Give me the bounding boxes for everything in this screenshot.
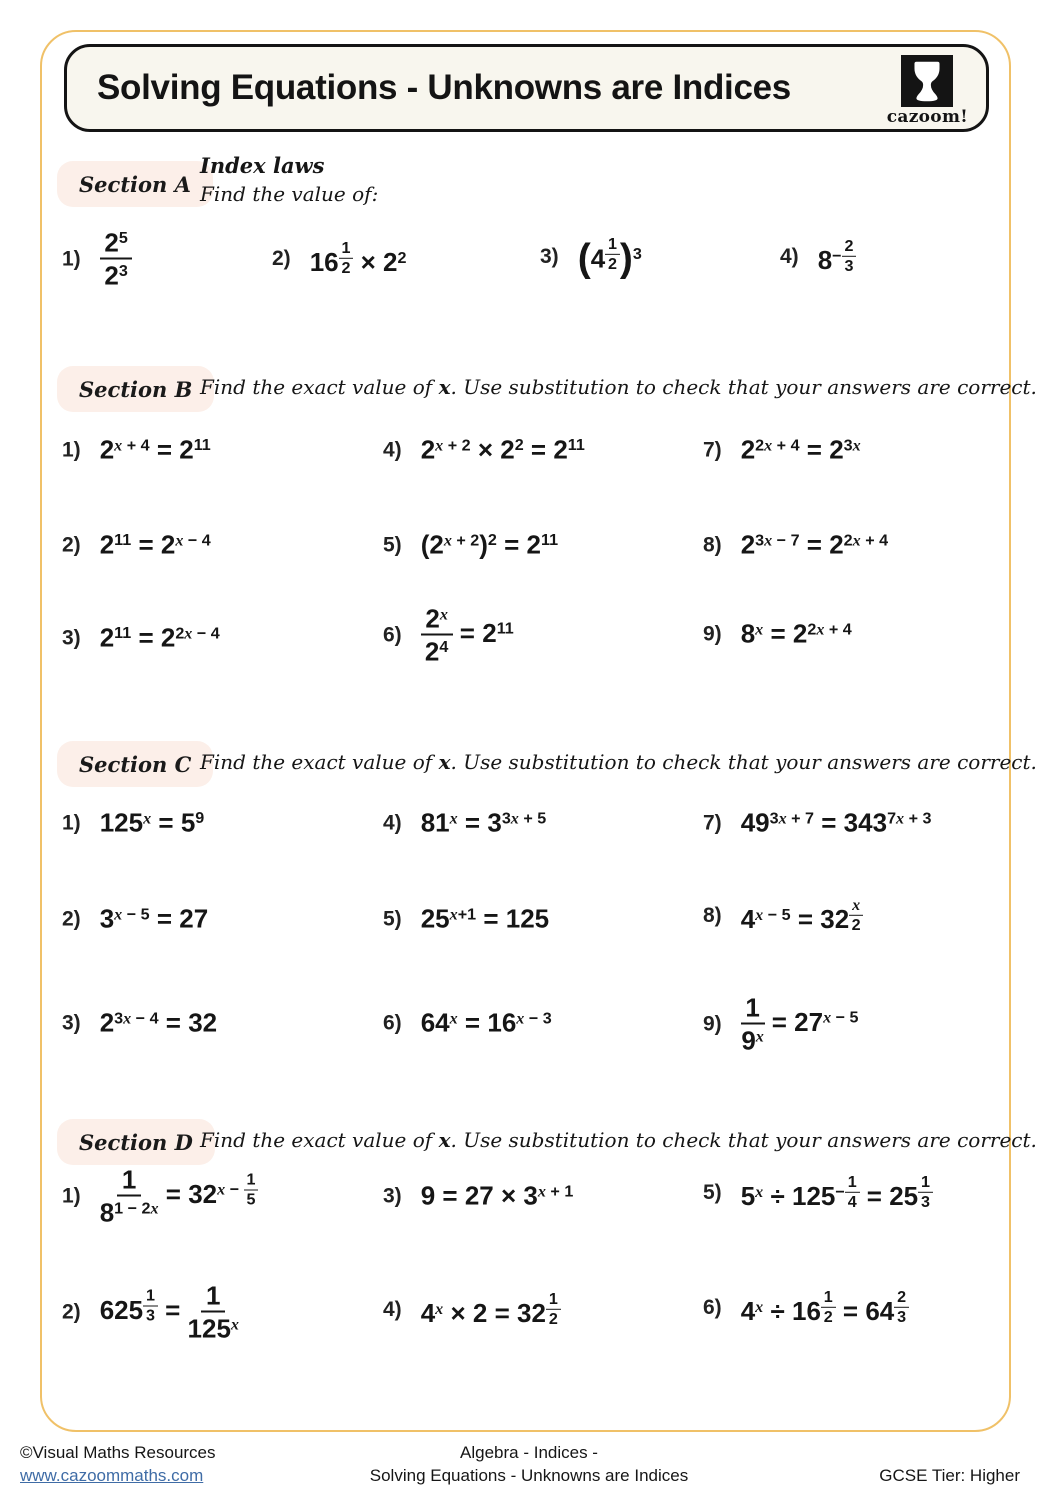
problem-d5 (703, 1174, 933, 1212)
equation: $125^x = 5^9$ (99, 807, 205, 838)
problem-number: 5) (383, 533, 402, 556)
equation: 16 $^{\frac{1}{2}}$ × $2^2$ (309, 238, 407, 278)
equation: $(2^{x + 2})^2 = 2^{11}$ (420, 529, 559, 560)
equation: $2^{x + 2} \times 2^2 = 2^{11}$ (420, 434, 585, 465)
equation: $\frac{2^x}{2^4}$ = $2^{11}$ (421, 605, 514, 666)
equation: $2^{x + 4} = 2^{11}$ (99, 434, 211, 465)
section-a-subtitle: Index laws (200, 153, 325, 178)
section-c-label: Section C (57, 741, 213, 787)
equation: $2^{3x - 4} = 32$ (99, 1007, 218, 1038)
equation: $2^{11} = 2^{2x - 4}$ (99, 622, 220, 653)
equation: $25^{x+1} = 125$ (420, 903, 550, 934)
equation: 4$^x$ × 2 = 32 $^{\frac{1}{2}}$ (421, 1291, 561, 1329)
problem-c4 (383, 808, 546, 839)
equation: $8^{- \frac{2}{3}}$ (818, 238, 857, 276)
instruction-x: x (438, 375, 451, 399)
section-a-label: Section A (57, 161, 213, 207)
problem-number: 4) (383, 811, 402, 834)
equation: 4$^x$ ÷ 16 $^{\frac{1}{2}}$ = 64 $^{\frac{2}{3}}$ (741, 1289, 909, 1327)
problem-c5 (383, 904, 549, 935)
problem-c1 (62, 808, 204, 839)
problem-number: 7) (703, 438, 722, 461)
equation: $64^x = 16^{x - 3}$ (420, 1007, 552, 1038)
equation: $\frac{1}{8^{1 - 2x}}$ = $32^{x - \frac{1}{5}}$ (100, 1166, 259, 1227)
problem-b1 (62, 435, 211, 466)
problem-number: 9) (703, 622, 722, 645)
problem-number: 2) (62, 907, 81, 930)
problem-number: 9) (703, 1012, 722, 1035)
problem-number: 6) (703, 1295, 722, 1319)
equation: $4^{x - 5} = 32$ $^{\frac{x}{2}}$ (741, 897, 863, 935)
problem-b4 (383, 435, 585, 466)
instruction-text: Find the exact value of (200, 750, 439, 774)
page-title: Solving Equations - Unknowns are Indices (97, 68, 791, 107)
problem-c9 (703, 994, 859, 1055)
equation: $3^{x - 5} = 27$ (99, 903, 209, 934)
equation: $9 = 27 \times 3^{x + 1}$ (420, 1180, 574, 1211)
equation: $49^{3x + 7} = 343^{7x + 3}$ (740, 807, 932, 838)
instruction-x: x (438, 1128, 451, 1152)
equation: (4 $^{\frac{1}{2}}$ )$^3$ (577, 234, 642, 281)
problem-number: 4) (383, 438, 402, 461)
problem-number: 3) (62, 626, 81, 649)
section-c-instruction (200, 750, 1037, 774)
section-d-instruction (200, 1128, 1037, 1152)
footer-tier: GCSE Tier: Higher (879, 1466, 1020, 1485)
instruction-x: x (438, 750, 451, 774)
equation: $8^x = 2^{2x + 4}$ (740, 618, 852, 649)
problem-number: 3) (62, 1011, 81, 1034)
equation: 625 $^{\frac{1}{3}}$ = $\frac{1}{125^x}$ (99, 1280, 239, 1344)
problem-b2 (62, 530, 211, 561)
equation: $\frac{2^5}{2^3}$ (100, 229, 133, 290)
problem-number: 1) (62, 811, 81, 834)
equation: $\frac{1}{9^x}$ = $27^{x - 5}$ (741, 992, 859, 1056)
problem-b5 (383, 530, 558, 561)
problem-d2 (62, 1282, 239, 1343)
problem-d4 (383, 1291, 561, 1329)
cazoom-logo-text: cazoom! (886, 107, 968, 127)
problem-b9 (703, 619, 852, 650)
equation: $5^x \div 125^{- \frac{1}{4}}$ = 25 $^{\frac{1}{3}}$ (741, 1174, 933, 1212)
problem-d3 (383, 1181, 573, 1212)
problem-number: 7) (703, 811, 722, 834)
instruction-text: . Use substitution to check that your answers are correct. (450, 1128, 1037, 1152)
problem-number: 1) (62, 247, 81, 270)
equation: $2^{2x + 4} = 2^{3x}$ (740, 434, 861, 465)
footer-subject-line2: Solving Equations - Unknowns are Indices (369, 1465, 689, 1485)
problem-c8 (703, 897, 863, 935)
section-b-label: Section B (57, 366, 214, 412)
footer-subject-line1: Algebra - Indices - (460, 1443, 598, 1462)
problem-number: 4) (383, 1297, 402, 1321)
problem-b7 (703, 435, 861, 466)
problem-number: 1) (62, 438, 81, 461)
problem-number: 2) (62, 1300, 81, 1323)
problem-d6 (703, 1289, 909, 1327)
instruction-text: . Use substitution to check that your answers are correct. (450, 375, 1037, 399)
section-a-instruction: Find the value of: (200, 182, 379, 206)
problem-number: 2) (272, 246, 291, 270)
problem-number: 5) (703, 1180, 722, 1204)
problem-d1 (62, 1166, 258, 1227)
problem-number: 3) (383, 1184, 402, 1207)
website-link[interactable]: www.cazoommaths.com (20, 1465, 204, 1485)
drum-icon (901, 55, 953, 107)
problem-number: 4) (780, 244, 799, 268)
problem-b8 (703, 530, 888, 561)
problem-a4 (780, 238, 856, 276)
title-banner (64, 44, 989, 132)
problem-c6 (383, 1008, 552, 1039)
problem-number: 6) (383, 1011, 402, 1034)
problem-number: 3) (540, 245, 559, 268)
problem-c2 (62, 904, 208, 935)
problem-number: 6) (383, 623, 402, 646)
problem-number: 8) (703, 903, 722, 927)
instruction-text: Find the exact value of (200, 1128, 439, 1152)
problem-a3 (540, 234, 642, 281)
problem-number: 2) (62, 533, 81, 556)
section-d-label: Section D (57, 1119, 215, 1165)
problem-a2 (272, 240, 406, 278)
equation: $2^{11} = 2^{x - 4}$ (99, 529, 211, 560)
cazoom-logo (887, 55, 968, 127)
equation: $81^x = 3^{3x + 5}$ (420, 807, 547, 838)
copyright-text: ©Visual Maths Resources (20, 1443, 216, 1462)
problem-number: 5) (383, 907, 402, 930)
problem-c3 (62, 1008, 217, 1039)
section-b-instruction (200, 375, 1037, 399)
instruction-text: . Use substitution to check that your answers are correct. (450, 750, 1037, 774)
problem-a1 (62, 229, 132, 290)
problem-number: 8) (703, 533, 722, 556)
equation: $2^{3x - 7} = 2^{2x + 4}$ (740, 529, 889, 560)
problem-number: 1) (62, 1184, 81, 1207)
instruction-text: Find the exact value of (200, 375, 439, 399)
problem-b3 (62, 623, 220, 654)
problem-b6 (383, 605, 514, 666)
problem-c7 (703, 808, 931, 839)
